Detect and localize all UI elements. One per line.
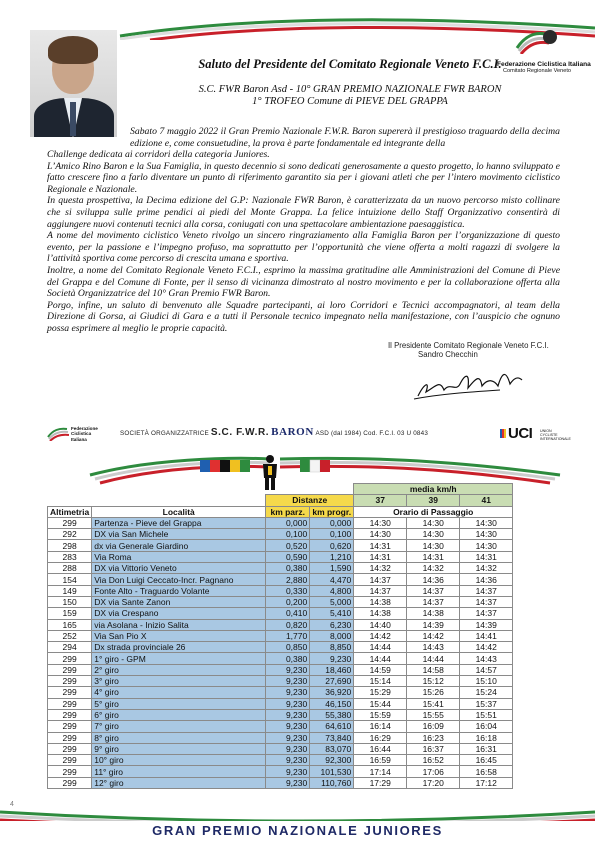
header-row-media — [48, 484, 513, 495]
km-progressive-cell: 1,210 — [310, 551, 354, 562]
location-cell: Via San Pio X — [92, 630, 266, 641]
time-39-cell: 14:38 — [407, 608, 460, 619]
organizer-line — [120, 426, 428, 438]
time-39-cell: 14:32 — [407, 563, 460, 574]
altitude-cell: 298 — [48, 540, 92, 551]
time-41-cell: 16:45 — [460, 755, 513, 766]
media-label: media km/h — [354, 484, 513, 495]
km-progressive-cell: 4,800 — [310, 585, 354, 596]
time-37-cell: 14:44 — [354, 642, 407, 653]
location-cell: Partenza - Pieve del Grappa — [92, 517, 266, 528]
altitude-cell: 299 — [48, 721, 92, 732]
footer-title: GRAN PREMIO NAZIONALE JUNIORES — [0, 821, 595, 841]
president-photo — [30, 30, 117, 137]
time-41-cell: 16:18 — [460, 732, 513, 743]
time-37-cell: 14:31 — [354, 551, 407, 562]
time-41-cell: 14:36 — [460, 574, 513, 585]
fci-emblem-icon — [515, 28, 559, 54]
location-cell: 9° giro — [92, 743, 266, 754]
km-partial-cell: 9,230 — [266, 777, 310, 788]
km-partial-cell: 9,230 — [266, 732, 310, 743]
location-cell: DX via Crespano — [92, 608, 266, 619]
location-cell: Via Roma — [92, 551, 266, 562]
letter-paragraph-2: L’Amico Rino Baron e la Sua Famiglia, in questo decennio si sono dedicati generosamente a questo progetto, lo hanno sviluppato e fatto crescere fino a farlo diventare un punto di riferimento garantito sia per i giovani atleti che per l’intero movimento ciclistico Regionale e Nazionale. — [47, 160, 560, 195]
fci-small-text: Federazione Ciclistica Italiana — [71, 426, 98, 442]
km-partial-cell: 9,230 — [266, 755, 310, 766]
table-row — [48, 596, 513, 607]
speed-39: 39 — [407, 495, 460, 506]
altitude-cell: 299 — [48, 517, 92, 528]
altitude-cell: 299 — [48, 698, 92, 709]
time-41-cell: 17:12 — [460, 777, 513, 788]
page-title: Saluto del Presidente del Comitato Regionale Veneto F.C.I. — [198, 57, 502, 71]
speed-41: 41 — [460, 495, 513, 506]
time-41-cell: 15:10 — [460, 676, 513, 687]
col-km-parz: km parz. — [266, 506, 310, 517]
time-39-cell: 15:26 — [407, 687, 460, 698]
distanze-label: Distanze — [266, 495, 354, 506]
time-37-cell: 15:44 — [354, 698, 407, 709]
location-cell: DX via San Michele — [92, 529, 266, 540]
table-row — [48, 755, 513, 766]
table-row — [48, 743, 513, 754]
altitude-cell: 288 — [48, 563, 92, 574]
fci-small-logo — [47, 423, 97, 445]
km-partial-cell: 0,100 — [266, 529, 310, 540]
org-name-b: BARON — [271, 426, 314, 438]
location-cell: 10° giro — [92, 755, 266, 766]
letter-first-lines — [130, 126, 560, 149]
time-37-cell: 14:59 — [354, 664, 407, 675]
time-41-cell: 16:04 — [460, 721, 513, 732]
km-partial-cell: 1,770 — [266, 630, 310, 641]
time-39-cell: 15:12 — [407, 676, 460, 687]
location-cell: 6° giro — [92, 709, 266, 720]
time-39-cell: 14:31 — [407, 551, 460, 562]
time-39-cell: 16:09 — [407, 721, 460, 732]
sign-role: Il Presidente Comitato Regionale Veneto F.C.I. — [388, 341, 549, 350]
km-progressive-cell: 8,850 — [310, 642, 354, 653]
altitude-cell: 149 — [48, 585, 92, 596]
km-partial-cell: 0,380 — [266, 653, 310, 664]
table-row — [48, 664, 513, 675]
subtitle-line2: 1° TROFEO Comune di PIEVE DEL GRAPPA — [252, 96, 448, 107]
time-41-cell: 16:31 — [460, 743, 513, 754]
time-41-cell: 14:42 — [460, 642, 513, 653]
time-39-cell: 14:30 — [407, 540, 460, 551]
altitude-cell: 299 — [48, 676, 92, 687]
time-37-cell: 17:14 — [354, 766, 407, 777]
time-41-cell: 14:39 — [460, 619, 513, 630]
location-cell: 11° giro — [92, 766, 266, 777]
time-37-cell: 14:44 — [354, 653, 407, 664]
time-39-cell: 14:30 — [407, 517, 460, 528]
time-37-cell: 14:38 — [354, 608, 407, 619]
altitude-cell: 299 — [48, 766, 92, 777]
km-progressive-cell: 18,460 — [310, 664, 354, 675]
km-progressive-cell: 73,840 — [310, 732, 354, 743]
letter-body — [47, 149, 560, 335]
race-timetable — [47, 483, 513, 789]
km-progressive-cell: 6,230 — [310, 619, 354, 630]
org-name-a: S.C. F.W.R. — [210, 427, 270, 438]
location-cell: 8° giro — [92, 732, 266, 743]
time-37-cell: 15:14 — [354, 676, 407, 687]
letter-paragraph-4: A nome del movimento ciclistico Veneto rivolgo un sincero ringraziamento alla Famiglia Baron per l’organizzazione di questo evento, per la passione e l’impegno profuso, ma soprattutto per l’opportunità che viene offerta a molti ragazzi di svolgere la l’attività sportiva come percorso di crescita umana e sportiva. — [47, 230, 560, 265]
altitude-cell: 292 — [48, 529, 92, 540]
km-progressive-cell: 64,610 — [310, 721, 354, 732]
time-39-cell: 17:20 — [407, 777, 460, 788]
altitude-cell: 299 — [48, 732, 92, 743]
km-partial-cell: 0,410 — [266, 608, 310, 619]
altitude-cell: 299 — [48, 664, 92, 675]
km-partial-cell: 0,380 — [266, 563, 310, 574]
km-partial-cell: 2,880 — [266, 574, 310, 585]
km-partial-cell: 0,000 — [266, 517, 310, 528]
orario-label: Orario di Passaggio — [393, 506, 474, 517]
logo-line1: Federazione Ciclistica Italiana — [497, 61, 591, 68]
km-progressive-cell: 83,070 — [310, 743, 354, 754]
km-progressive-cell: 27,690 — [310, 676, 354, 687]
location-cell: 3° giro — [92, 676, 266, 687]
signature-block — [388, 341, 568, 359]
time-41-cell: 15:24 — [460, 687, 513, 698]
time-41-cell: 14:43 — [460, 653, 513, 664]
km-progressive-cell: 46,150 — [310, 698, 354, 709]
letter-paragraph-5: Inoltre, a nome del Comitato Regionale Veneto F.C.I., esprimo la massima gratitudine alle Amministrazioni del Comune di Pieve del Grappa e del Comune di Fonte, per il senso di vicinanza dimostrato al nostro movimento e per la collaborazione offerta alla Società Organizzatrice del 10° Gran Premio FWR Baron. — [47, 264, 560, 300]
km-partial-cell: 9,230 — [266, 766, 310, 777]
location-cell: DX via Vittorio Veneto — [92, 563, 266, 574]
time-41-cell: 14:31 — [460, 551, 513, 562]
handwritten-signature — [410, 366, 525, 402]
time-37-cell: 16:44 — [354, 743, 407, 754]
altitude-cell: 159 — [48, 608, 92, 619]
location-cell: 1° giro - GPM — [92, 653, 266, 664]
location-cell: 5° giro — [92, 698, 266, 709]
table-row — [48, 551, 513, 562]
time-37-cell: 16:59 — [354, 755, 407, 766]
km-partial-cell: 0,590 — [266, 551, 310, 562]
subtitle — [160, 84, 540, 108]
time-37-cell: 17:29 — [354, 777, 407, 788]
time-37-cell: 14:37 — [354, 585, 407, 596]
altitude-cell: 165 — [48, 619, 92, 630]
location-cell: 4° giro — [92, 687, 266, 698]
time-39-cell: 14:36 — [407, 574, 460, 585]
time-39-cell: 16:37 — [407, 743, 460, 754]
km-partial-cell: 9,230 — [266, 676, 310, 687]
org-prefix: SOCIETÀ ORGANIZZATRICE — [120, 430, 209, 437]
altitude-cell: 283 — [48, 551, 92, 562]
table-row — [48, 777, 513, 788]
time-39-cell: 16:23 — [407, 732, 460, 743]
time-41-cell: 14:32 — [460, 563, 513, 574]
km-partial-cell: 9,230 — [266, 743, 310, 754]
table-row — [48, 732, 513, 743]
logo-line2: Comitato Regionale Veneto — [502, 68, 572, 74]
table-row — [48, 687, 513, 698]
km-progressive-cell: 8,000 — [310, 630, 354, 641]
km-partial-cell: 9,230 — [266, 664, 310, 675]
time-39-cell: 14:58 — [407, 664, 460, 675]
uci-text: UCI — [508, 425, 533, 442]
altitude-cell: 299 — [48, 755, 92, 766]
table-row — [48, 721, 513, 732]
time-41-cell: 14:30 — [460, 529, 513, 540]
time-39-cell: 16:52 — [407, 755, 460, 766]
table-row — [48, 709, 513, 720]
time-39-cell: 14:37 — [407, 596, 460, 607]
altitude-cell: 154 — [48, 574, 92, 585]
table-row — [48, 517, 513, 528]
time-41-cell: 14:37 — [460, 585, 513, 596]
time-41-cell: 14:57 — [460, 664, 513, 675]
time-37-cell: 14:38 — [354, 596, 407, 607]
table-row — [48, 642, 513, 653]
org-suffix: ASD (dal 1984) Cod. F.C.I. 03 U 0843 — [315, 430, 429, 437]
time-37-cell: 14:30 — [354, 517, 407, 528]
altitude-cell: 299 — [48, 709, 92, 720]
altitude-cell: 150 — [48, 596, 92, 607]
speed-37: 37 — [354, 495, 407, 506]
col-localita: Località — [92, 506, 266, 517]
km-progressive-cell: 55,380 — [310, 709, 354, 720]
location-cell: 2° giro — [92, 664, 266, 675]
time-39-cell: 14:43 — [407, 642, 460, 653]
time-39-cell: 14:30 — [407, 529, 460, 540]
time-37-cell: 14:37 — [354, 574, 407, 585]
km-progressive-cell: 9,230 — [310, 653, 354, 664]
location-cell: Fonte Alto - Traguardo Volante — [92, 585, 266, 596]
letter-paragraph-6: Porgo, infine, un saluto di benvenuto alle Squadre partecipanti, ai loro Corridori e Tecnici accompagnatori, al team della Direzione di Gorsa, ai Giudici di Gara e a tutti il Personale tecnico impegnato nella manifestazione, con l’auspicio che ognuno possa esprimere al meglio le proprie capacità. — [47, 299, 560, 334]
time-39-cell: 14:44 — [407, 653, 460, 664]
time-39-cell: 14:39 — [407, 619, 460, 630]
col-orario — [354, 506, 513, 517]
time-41-cell: 14:41 — [460, 630, 513, 641]
subtitle-line1: S.C. FWR Baron Asd - 10° GRAN PREMIO NAZIONALE FWR BARON — [198, 84, 502, 95]
col-altimetria: Altimetria — [48, 506, 92, 517]
km-progressive-cell: 101,530 — [310, 766, 354, 777]
rainbow-flag-band — [200, 458, 380, 474]
letter-paragraph-1: Challenge dedicata ai corridori della categoria Juniores. — [47, 149, 270, 160]
letter-paragraph-3: In questa prospettiva, la Decima edizione del G.P: Nazionale FWR Baron, è caratterizzata da un nuovo percorso misto collinare che si sviluppa sulle prime pendici ai piedi del Monte Grappa. La felice intuizione dello Staff Organizzativo consentirà di aggiungere nuovi contenuti tecnici alla corsa, coniugati con una spettacolare ambientazione paesaggistica. — [47, 195, 560, 230]
table-row — [48, 619, 513, 630]
uci-subtext: UNION CYCLISTE INTERNATIONALE — [540, 429, 571, 441]
time-37-cell: 16:29 — [354, 732, 407, 743]
table-row — [48, 653, 513, 664]
table-row — [48, 676, 513, 687]
km-partial-cell: 9,230 — [266, 687, 310, 698]
time-41-cell: 14:37 — [460, 596, 513, 607]
time-41-cell: 15:37 — [460, 698, 513, 709]
table-row — [48, 698, 513, 709]
km-progressive-cell: 92,300 — [310, 755, 354, 766]
table-row — [48, 563, 513, 574]
location-cell: Dx strada provinciale 26 — [92, 642, 266, 653]
km-progressive-cell: 110,760 — [310, 777, 354, 788]
km-progressive-cell: 4,470 — [310, 574, 354, 585]
time-39-cell: 17:06 — [407, 766, 460, 777]
km-progressive-cell: 36,920 — [310, 687, 354, 698]
time-37-cell: 16:14 — [354, 721, 407, 732]
location-cell: 12° giro — [92, 777, 266, 788]
table-row — [48, 529, 513, 540]
time-41-cell: 14:30 — [460, 540, 513, 551]
time-41-cell: 16:58 — [460, 766, 513, 777]
time-39-cell: 14:42 — [407, 630, 460, 641]
km-progressive-cell: 0,000 — [310, 517, 354, 528]
km-partial-cell: 0,200 — [266, 596, 310, 607]
location-cell: 7° giro — [92, 721, 266, 732]
time-39-cell: 15:55 — [407, 709, 460, 720]
altitude-cell: 294 — [48, 642, 92, 653]
km-partial-cell: 9,230 — [266, 698, 310, 709]
table-row — [48, 585, 513, 596]
time-41-cell: 14:37 — [460, 608, 513, 619]
km-partial-cell: 0,850 — [266, 642, 310, 653]
altitude-cell: 299 — [48, 653, 92, 664]
location-cell: DX via Sante Zanon — [92, 596, 266, 607]
time-37-cell: 14:31 — [354, 540, 407, 551]
location-cell: dx via Generale Giardino — [92, 540, 266, 551]
location-cell: Via Don Luigi Ceccato-Incr. Pagnano — [92, 574, 266, 585]
km-progressive-cell: 0,620 — [310, 540, 354, 551]
altitude-cell: 299 — [48, 743, 92, 754]
location-cell: via Asolana - Inizio Salita — [92, 619, 266, 630]
altitude-cell: 299 — [48, 687, 92, 698]
altitude-cell: 252 — [48, 630, 92, 641]
km-partial-cell: 9,230 — [266, 721, 310, 732]
km-progressive-cell: 5,410 — [310, 608, 354, 619]
fci-small-emblem-icon — [47, 425, 69, 441]
col-km-progr: km progr. — [310, 506, 354, 517]
table-row — [48, 574, 513, 585]
km-partial-cell: 0,330 — [266, 585, 310, 596]
table-row — [48, 608, 513, 619]
km-partial-cell: 9,230 — [266, 709, 310, 720]
time-37-cell: 15:59 — [354, 709, 407, 720]
letter-paragraph-0: Sabato 7 maggio 2022 il Gran Premio Nazionale F.W.R. Baron supererà il prestigioso traguardo della decima edizione e, come consuetudine, la prova è parte fondamentale ed integrante della — [130, 126, 560, 149]
time-39-cell: 15:41 — [407, 698, 460, 709]
km-progressive-cell: 0,100 — [310, 529, 354, 540]
sign-name: Sandro Checchin — [418, 350, 478, 359]
time-37-cell: 15:29 — [354, 687, 407, 698]
uci-stripes-icon — [500, 429, 506, 438]
time-37-cell: 14:42 — [354, 630, 407, 641]
km-progressive-cell: 5,000 — [310, 596, 354, 607]
time-37-cell: 14:30 — [354, 529, 407, 540]
time-41-cell: 15:51 — [460, 709, 513, 720]
table-row — [48, 540, 513, 551]
uci-logo — [500, 425, 571, 443]
km-partial-cell: 0,520 — [266, 540, 310, 551]
page-number: 4 — [10, 801, 14, 808]
km-partial-cell: 0,820 — [266, 619, 310, 630]
time-41-cell: 14:30 — [460, 517, 513, 528]
time-37-cell: 14:32 — [354, 563, 407, 574]
altitude-cell: 299 — [48, 777, 92, 788]
time-39-cell: 14:37 — [407, 585, 460, 596]
km-progressive-cell: 1,590 — [310, 563, 354, 574]
time-37-cell: 14:40 — [354, 619, 407, 630]
table-row — [48, 766, 513, 777]
header-row-speeds — [48, 495, 513, 506]
table-row — [48, 630, 513, 641]
header-row-columns — [48, 506, 513, 517]
